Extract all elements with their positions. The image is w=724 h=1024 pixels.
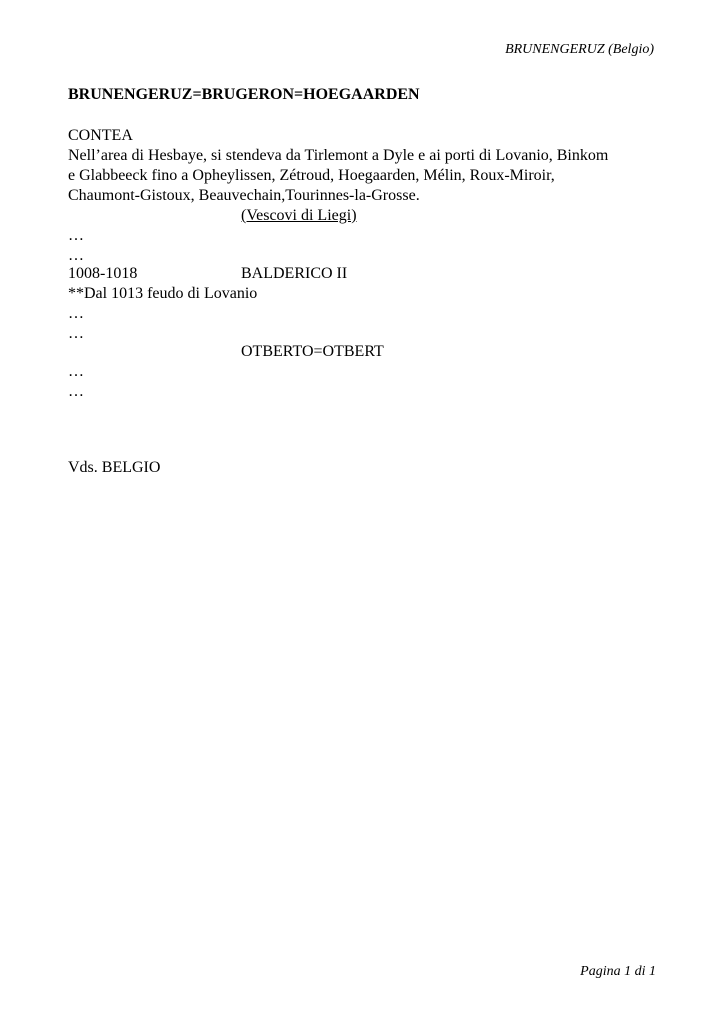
description-line-2: e Glabbeeck fino a Opheylissen, Zétroud, Hoegaarden, Mélin, Roux-Miroir, bbox=[68, 167, 555, 184]
ellipsis-2: … bbox=[68, 247, 84, 264]
see-also-link: Vds. BELGIO bbox=[68, 459, 161, 476]
page-footer: Pagina 1 di 1 bbox=[580, 964, 656, 979]
ellipsis-1: … bbox=[68, 227, 84, 244]
subheading-bishops: (Vescovi di Liegi) bbox=[241, 207, 357, 224]
note-line: **Dal 1013 feudo di Lovanio bbox=[68, 285, 258, 302]
description-line-1: Nell’area di Hesbaye, si stendeva da Tirlemont a Dyle e ai porti di Lovanio, Binkom bbox=[68, 147, 609, 164]
entry-name-balderico: BALDERICO II bbox=[241, 265, 348, 282]
ellipsis-5: … bbox=[68, 363, 84, 380]
document-title: BRUNENGERUZ=BRUGERON=HOEGAARDEN bbox=[68, 86, 420, 103]
page-header: BRUNENGERUZ (Belgio) bbox=[505, 42, 654, 57]
description-line-3: Chaumont-Gistoux, Beauvechain,Tourinnes-la-Grosse. bbox=[68, 187, 420, 204]
entry-years: 1008-1018 bbox=[68, 265, 138, 282]
entry-name-otberto: OTBERTO=OTBERT bbox=[241, 343, 384, 360]
ellipsis-4: … bbox=[68, 325, 84, 342]
section-heading: CONTEA bbox=[68, 127, 133, 144]
ellipsis-6: … bbox=[68, 383, 84, 400]
ellipsis-3: … bbox=[68, 305, 84, 322]
